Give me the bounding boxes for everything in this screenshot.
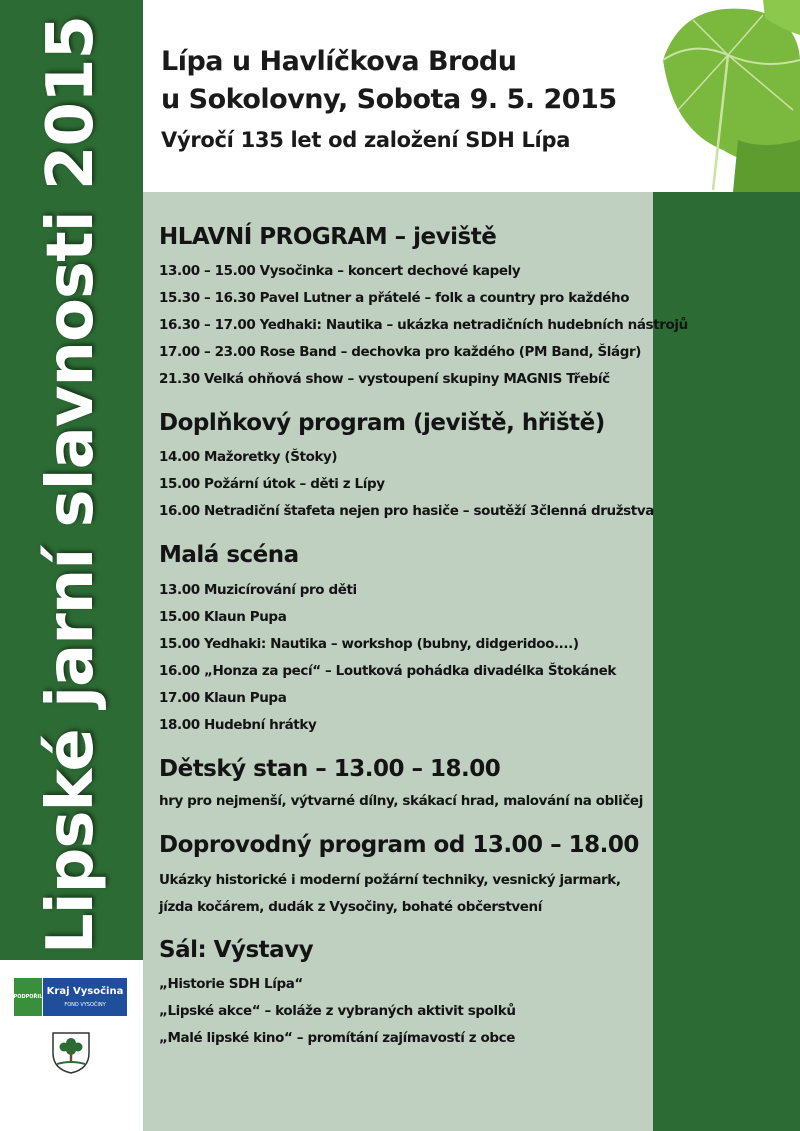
hall-exhibition-item: „Historie SDH Lípa“ <box>159 976 303 992</box>
main-program-item: 17.00 – 23.00 Rose Band – dechovka pro každého (PM Band, Šlágr) <box>159 344 642 360</box>
header-anniversary: Výročí 135 let od založení SDH Lípa <box>161 128 571 152</box>
fund-label: FOND VYSOČINY <box>64 1002 106 1008</box>
small-stage-item: 18.00 Hudební hrátky <box>159 717 317 733</box>
hall-exhibition-item: „Lipské akce“ – koláže z vybraných aktivit spolků <box>159 1003 516 1019</box>
hall-exhibition-title: Sál: Výstavy <box>159 937 314 963</box>
kids-tent-title: Dětský stan – 13.00 – 18.00 <box>159 756 501 782</box>
extra-program-item: 15.00 Požární útok – děti z Lípy <box>159 476 385 492</box>
small-stage-title: Malá scéna <box>159 542 299 568</box>
extra-program-item: 16.00 Netradiční štafeta nejen pro hasiče – soutěží 3členná družstva <box>159 503 654 519</box>
kids-tent-item: hry pro nejmenší, výtvarné dílny, skákací hrad, malování na obličej <box>159 793 643 809</box>
sponsor-logo <box>14 978 127 1016</box>
kraj-label: Kraj Vysočina <box>46 986 124 997</box>
header-location: Lípa u Havlíčkova Brodu <box>161 46 517 77</box>
village-crest-icon <box>51 1031 91 1075</box>
side-program-item: jízda kočárem, dudák z Vysočiny, bohaté občerstvení <box>159 899 542 915</box>
main-program-item: 16.30 – 17.00 Yedhaki: Nautika – ukázka netradičních hudebních nástrojů <box>159 317 688 333</box>
header-date: u Sokolovny, Sobota 9. 5. 2015 <box>161 84 617 115</box>
small-stage-item: 13.00 Muzicírování pro děti <box>159 582 357 598</box>
small-stage-item: 15.00 Klaun Pupa <box>159 609 287 625</box>
supported-badge: PODPOŘIL <box>14 978 42 1016</box>
kraj-vysocina-logo <box>43 978 127 1016</box>
main-program-item: 13.00 – 15.00 Vysočinka – koncert dechové kapely <box>159 263 521 279</box>
side-program-item: Ukázky historické i moderní požární techniky, vesnický jarmark, <box>159 872 621 888</box>
side-program-title: Doprovodný program od 13.00 – 18.00 <box>159 832 639 858</box>
leaf-image <box>653 0 800 192</box>
header <box>143 0 653 192</box>
small-stage-item: 15.00 Yedhaki: Nautika – workshop (bubny, didgeridoo....) <box>159 636 579 652</box>
linden-leaf-icon <box>653 0 800 192</box>
left-green-band <box>0 0 143 960</box>
extra-program-title: Doplňkový program (jeviště, hřiště) <box>159 410 605 436</box>
main-program-title: HLAVNÍ PROGRAM – jeviště <box>159 224 497 250</box>
program-panel <box>143 192 688 1131</box>
vertical-title: Lipské jarní slavnosti 2015 <box>34 15 108 955</box>
small-stage-item: 16.00 „Honza za pecí“ – Loutková pohádka divadélka Štokánek <box>159 663 616 679</box>
hall-exhibition-item: „Malé lipské kino“ – promítání zajímavostí z obce <box>159 1030 515 1046</box>
main-program-item: 15.30 – 16.30 Pavel Lutner a přátelé – folk a country pro každého <box>159 290 630 306</box>
extra-program-item: 14.00 Mažoretky (Štoky) <box>159 449 338 465</box>
small-stage-item: 17.00 Klaun Pupa <box>159 690 287 706</box>
main-program-item: 21.30 Velká ohňová show – vystoupení skupiny MAGNIS Třebíč <box>159 371 610 387</box>
